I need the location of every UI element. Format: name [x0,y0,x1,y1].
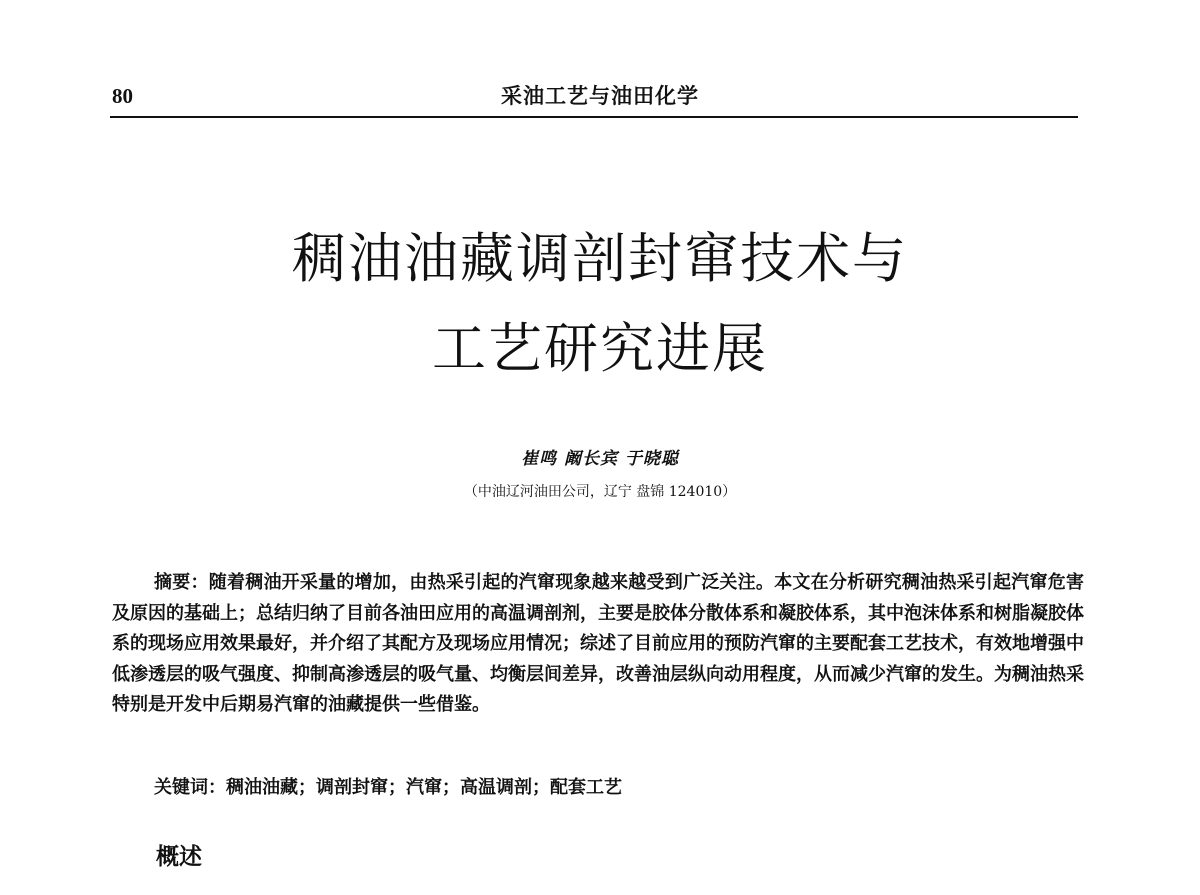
page-number: 80 [112,84,133,108]
abstract-text: 摘要：随着稠油开采量的增加，由热采引起的汽窜现象越来越受到广泛关注。本文在分析研究稠油热采引起汽窜危害及原因的基础上；总结归纳了目前各油田应用的高温调剖剂，主要是胶体分散体系和凝胶体系，其中泡沫体系和树脂凝胶体系的现场应用效果最好，并介绍了其配方及现场应用情况；综述了目前应用的预防汽窜的主要配套工艺技术，有效地增强中低渗透层的吸气强度、抑制高渗透层的吸气量、均衡层间差异，改善油层纵向动用程度，从而减少汽窜的发生。为稠油热采特别是开发中后期易汽窜的油藏提供一些借鉴。 [112,572,1084,715]
author-affiliation: （中油辽河油田公司，辽宁 盘锦 124010） [463,484,737,500]
title-line-1: 稠油油藏调剖封窜技术与 [292,227,908,290]
header-divider [110,116,1078,118]
author-list: 崔鸣 阚长宾 于晓聪 [521,449,679,469]
journal-name: 采油工艺与油田化学 [501,84,699,108]
section-heading-overview: 概述 [156,844,202,870]
keywords-line: 关键词：稠油油藏；调剖封窜；汽窜；高温调剖；配套工艺 [154,777,622,798]
title-line-2: 工艺研究进展 [432,317,768,380]
